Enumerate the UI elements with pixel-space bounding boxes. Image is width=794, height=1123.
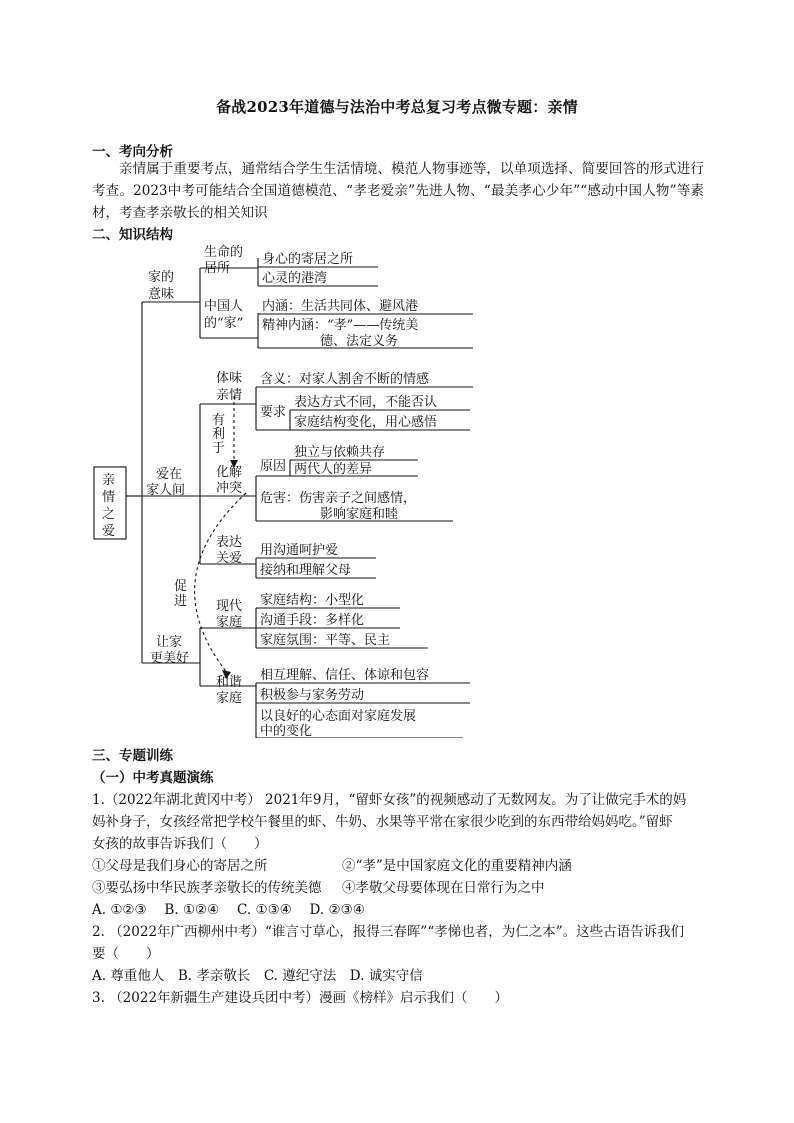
link-char-1: 有 (212, 413, 226, 428)
subsection-heading: （一）中考真题演练 (92, 770, 214, 786)
q1-option-1: ①父母是我们身心的寄居之所 (92, 858, 268, 874)
knowledge-mindmap (88, 238, 488, 738)
b3a2-text: 沟通手段：多样化 (260, 613, 365, 628)
q1-option-2: ②“孝”是中国家庭文化的重要精神内涵 (342, 858, 572, 874)
b2a-label-2: 亲情 (216, 388, 243, 403)
q1-option-4: ④孝敬父母要体现在日常行为之中 (342, 880, 545, 896)
b3b-label-2: 家庭 (216, 691, 243, 706)
section-heading-training: 三、专题训练 (92, 748, 173, 764)
q1-line-3: 女孩的故事告诉我们（ ） (92, 836, 268, 852)
b1b-label-2: 的“家” (204, 316, 244, 331)
b1b2-text-1: 精神内涵：“孝”——传统美 (262, 318, 419, 333)
b3b2-text: 积极参与家务劳动 (260, 688, 365, 703)
b3b-label-1: 和谐 (216, 675, 243, 690)
b2a1-text: 含义：对家人割舍不断的情感 (260, 372, 430, 387)
b1b2-text-2: 德、法定义务 (320, 334, 399, 349)
q2-line-1: 2. （2022年广西柳州中考）“谁言寸草心，报得三春晖”“孝悌也者，为仁之本”。这些古语告诉我们 (92, 924, 685, 940)
b3b3-text-1: 以良好的心态面对家庭发展 (260, 709, 417, 724)
b2b1b-text: 两代人的差异 (294, 462, 373, 477)
q1-choices: A. ①②③ B. ①②④ C. ①③④ D. ②③④ (92, 902, 365, 918)
analysis-paragraph: 亲情属于重要考点，通常结合学生生活情境、模范人物事迹等，以单项选择、简要回答的形式进行考查。2023中考可能结合全国道德模范、“孝老爱亲”先进人物、“最美孝心少年”“感动中国人物”等素材，考查孝亲敬长的相关知识 (92, 161, 704, 221)
b3-label-1: 让家 (156, 635, 183, 650)
b2a2a-text: 表达方式不同，不能否认 (294, 395, 438, 410)
b3a1-text: 家庭结构：小型化 (260, 593, 365, 608)
root-char-4: 爱 (102, 524, 116, 539)
b2-label-1: 爱在 (156, 467, 183, 482)
b3a-label-1: 现代 (216, 599, 243, 614)
b2-label-2: 家人间 (146, 483, 186, 498)
b3b1-text: 相互理解、信任、体谅和包容 (260, 668, 430, 683)
q1-line-1: 1.（2022年湖北黄冈中考） 2021年9月，“留虾女孩”的视频感动了无数网友。为了让做完手术的妈 (92, 792, 687, 808)
b2c2-text: 接纳和理解父母 (260, 563, 352, 578)
b2b2-text-1: 危害：伤害亲子之间感情， (260, 491, 417, 506)
b1a-label-2: 居所 (204, 261, 231, 276)
b1a1-text: 身心的寄居之所 (262, 252, 354, 267)
b2b1-label: 原因 (260, 459, 287, 474)
b2b-label-1: 化解 (216, 465, 243, 480)
root-char-2: 情 (102, 490, 116, 505)
b1a2-text: 心灵的港湾 (262, 271, 328, 286)
b1b-label-1: 中国人 (204, 299, 244, 314)
q1-line-2: 妈补身子，女孩经常把学校午餐里的虾、牛奶、水果等平常在家很少吃到的东西带给妈妈吃。”留虾 (92, 814, 673, 830)
b3b3-text-2: 中的变化 (260, 724, 313, 738)
b2a2b-text: 家庭结构变化，用心感悟 (294, 415, 438, 430)
b2c1-text: 用沟通呵护爱 (260, 543, 339, 558)
b2c-label-1: 表达 (216, 535, 243, 550)
q2-line-2: 要（ ） (92, 946, 160, 962)
root-char-1: 亲 (102, 473, 116, 488)
b3a3-text: 家庭氛围：平等、民主 (260, 633, 391, 648)
b1a-label-1: 生命的 (204, 245, 244, 260)
section-heading-structure: 二、知识结构 (92, 227, 173, 243)
b3-label-2: 更美好 (150, 651, 190, 666)
q3-line-1: 3. （2022年新疆生产建设兵团中考）漫画《榜样》启示我们（ ） (92, 990, 509, 1006)
b1-label-1: 家的 (148, 270, 175, 285)
b2b-label-2: 冲突 (216, 481, 243, 496)
promote-char-1: 促 (174, 579, 188, 594)
q2-choices: A. 尊重他人 B. 孝亲敬长 C. 遵纪守法 D. 诚实守信 (92, 968, 423, 984)
section-heading-analysis: 一、考向分析 (92, 144, 173, 160)
b2a2-label: 要求 (260, 405, 287, 420)
b1-label-2: 意味 (148, 287, 175, 302)
link-char-3: 于 (212, 441, 226, 456)
b2a-label-1: 体味 (216, 371, 243, 386)
b1b1-text: 内涵：生活共同体、避风港 (262, 299, 419, 314)
b2b2-text-2: 影响家庭和睦 (320, 507, 399, 522)
link-char-2: 利 (212, 427, 226, 442)
promote-char-2: 进 (174, 594, 188, 609)
b3a-label-2: 家庭 (216, 615, 243, 630)
page-title: 备战2023年道德与法治中考总复习考点微专题：亲情 (216, 98, 578, 116)
q1-option-3: ③要弘扬中华民族孝亲敬长的传统美德 (92, 880, 322, 896)
root-char-3: 之 (102, 507, 116, 522)
b2c-label-2: 关爱 (216, 551, 243, 566)
b2b1a-text: 独立与依赖共存 (294, 445, 386, 460)
